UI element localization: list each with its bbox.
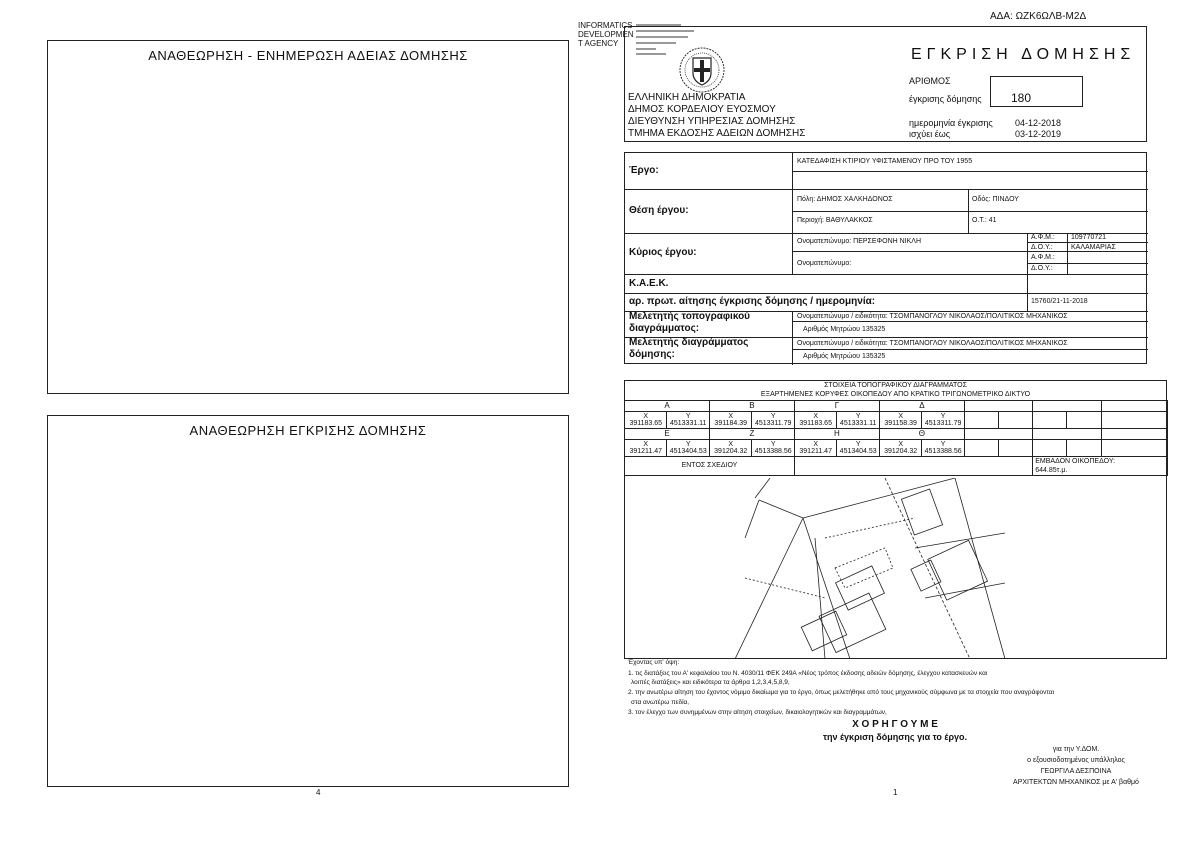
afm-label: Α.Φ.Μ.: [1031, 234, 1055, 241]
y-label: Υ [940, 412, 946, 420]
x-label: Χ [643, 412, 649, 420]
grant-subtitle: την έγκριση δόμησης για το έργο. [822, 732, 968, 742]
plan-registry: Αριθμός Μητρώου 135325 [803, 353, 886, 360]
coord-z-x: 391204.32 [714, 448, 748, 455]
valid-date: 03-12-2019 [1015, 129, 1062, 139]
coord-a-x: 391183.65 [629, 420, 663, 427]
document-title: ΕΓΚΡΙΣΗ ΔΟΜΗΣΗΣ [911, 46, 1136, 63]
application-label: αρ. πρωτ. αίτησης έγκρισης δόμησης / ημερομηνία: [629, 296, 876, 307]
watermark-line-2: DEVELOPMEN [578, 30, 634, 39]
org-line-4: ΤΜΗΜΑ ΕΚΔΟΣΗΣ ΑΔΕΙΩΝ ΔΟΜΗΣΗΣ [628, 128, 806, 139]
ada-code: ΑΔΑ: ΩΖΚ6ΩΛΒ-Μ2Δ [990, 11, 1087, 22]
signature-line-3: ΓΕΩΡΓΙΛΑ ΔΕΣΠΟΙΝΑ [1040, 768, 1112, 775]
plan-label: Μελετητής διαγράμματος δόμησης: [629, 337, 749, 360]
signature-line-2: ο εξουσιοδοτημένος υπάλληλος [1027, 757, 1125, 764]
number-box [990, 76, 1083, 107]
org-line-1: ΕΛΛΗΝΙΚΗ ΔΗΜΟΚΡΑΤΙΑ [628, 92, 746, 103]
doy-value: ΚΑΛΑΜΑΡΙΑΣ [1071, 244, 1116, 251]
project-label: Έργο: [629, 165, 659, 176]
doy-label: Δ.Ο.Υ.: [1031, 244, 1053, 251]
survey-registry: Αριθμός Μητρώου 135325 [803, 326, 886, 333]
kaek-label: Κ.Α.Ε.Κ. [629, 278, 669, 289]
approval-date: 04-12-2018 [1015, 118, 1062, 128]
project-value: ΚΑΤΕΔΑΦΙΣΗ ΚΤΙΡΙΟΥ ΥΦΙΣΤΑΜΕΝΟΥ ΠΡΟ ΤΟΥ 1955 [797, 158, 973, 165]
coord-d-y: 4513311.79 [924, 420, 962, 427]
y-label: Υ [855, 440, 861, 448]
doy-label-2: Δ.Ο.Υ.: [1031, 265, 1053, 272]
plan-zone: ΕΝΤΟΣ ΣΧΕΔΙΟΥ [625, 457, 795, 476]
city-value: Πόλη: ΔΗΜΟΣ ΧΑΛΚΗΔΟΝΟΣ [797, 196, 893, 203]
coord-e-x: 391211.47 [629, 448, 663, 455]
y-label: Υ [685, 412, 691, 420]
street-value: Οδός: ΠΙΝΔΟΥ [972, 196, 1019, 203]
location-label: Θέση έργου: [629, 205, 689, 216]
y-label: Υ [770, 412, 776, 420]
valid-label: ισχύει έως [909, 129, 951, 139]
details-table [624, 152, 1147, 364]
y-label: Υ [855, 412, 861, 420]
afm-value: 109770721 [1071, 234, 1107, 241]
number-label-1: ΑΡΙΘΜΟΣ [909, 76, 951, 86]
plan-engineer: Ονοματεπώνυμο / ειδικότητα: ΤΣΟΜΠΑΝΟΓΛΟΥ ΝΙΚΟΛΑΟΣ/ΠΟΛΙΤΙΚΟΣ ΜΗΧΑΝΙΚΟΣ [797, 340, 1068, 347]
x-label: Χ [813, 440, 819, 448]
greek-emblem-icon [677, 45, 727, 95]
coord-g-x: 391183.65 [799, 420, 832, 427]
vertex-z: Ζ [709, 429, 794, 440]
coord-h-y: 4513404.53 [839, 448, 877, 455]
clause-1b: λοιπές διατάξεις» και ειδικότερα τα άρθρα 1,2,3,4,5,8,9, [631, 679, 790, 686]
coordinates-table [624, 400, 1168, 476]
number-label-2: έγκρισης δόμησης [909, 94, 982, 104]
approval-header [624, 26, 1147, 142]
ot-value: Ο.Τ.: 41 [972, 217, 997, 224]
vertex-th: Θ [879, 429, 964, 440]
date-label: ημερομηνία έγκρισης [909, 118, 993, 128]
survey-label: Μελετητής τοπογραφικού διαγράμματος: [629, 311, 751, 334]
topographic-section [624, 380, 1167, 659]
application-value: 15760/21-11-2018 [1031, 298, 1088, 305]
y-label: Υ [940, 440, 946, 448]
coord-e-y: 4513404.53 [669, 448, 707, 455]
approval-number: 180 [1011, 91, 1032, 105]
clause-2b: στα ανωτέρω πεδία, [631, 699, 690, 706]
owner-2: Ονοματεπώνυμο: [797, 260, 852, 267]
org-line-2: ΔΗΜΟΣ ΚΟΡΔΕΛΙΟΥ ΕΥΟΣΜΟΥ [628, 104, 776, 115]
clause-1a: 1. τις διατάξεις του Α' κεφαλαίου του Ν. 4030/11 ΦΕΚ 249Α «Νέος τρόπος έκδοσης αδειών δόμησης, έλεγχου κατασκευών και [628, 670, 988, 677]
coord-b-x: 391184.39 [714, 420, 747, 427]
revision-approval-panel [47, 415, 569, 787]
owner-1: Ονοματεπώνυμο: ΠΕΡΣΕΦΟΝΗ ΝΙΚΛΗ [797, 238, 922, 245]
vertex-a: Α [625, 401, 710, 412]
survey-engineer: Ονοματεπώνυμο / ειδικότητα: ΤΣΟΜΠΑΝΟΓΛΟΥ ΝΙΚΟΛΑΟΣ/ΠΟΛΙΤΙΚΟΣ ΜΗΧΑΝΙΚΟΣ [797, 313, 1068, 320]
x-label: Χ [728, 412, 734, 420]
x-label: Χ [898, 440, 903, 448]
vertex-d: Δ [879, 401, 964, 412]
right-page-number: 1 [893, 788, 898, 797]
x-label: Χ [898, 412, 903, 420]
coord-b-y: 4513311.79 [754, 420, 792, 427]
vertex-b: Β [709, 401, 794, 412]
x-label: Χ [643, 440, 649, 448]
plot-area-label: ΕΜΒΑΔΟΝ ΟΙΚΟΠΕΔΟΥ: [1035, 458, 1116, 465]
having-seen: Έχοντας υπ' όψη: [628, 659, 680, 666]
revision-update-panel [47, 40, 569, 394]
watermark-line-1: INFORMATICS [578, 21, 633, 30]
coord-z-y: 4513388.56 [754, 448, 792, 455]
clause-3: 3. τον έλεγχο των συνημμένων στην αίτηση στοιχείων, δικαιολογητικών και διαγραμμάτων, [628, 709, 887, 716]
coord-th-x: 391204.32 [884, 448, 918, 455]
watermark-line-3: T AGENCY [578, 39, 619, 48]
coord-th-y: 4513388.56 [924, 448, 962, 455]
org-line-3: ΔΙΕΥΘΥΝΣΗ ΥΠΗΡΕΣΙΑΣ ΔΟΜΗΣΗΣ [628, 116, 796, 127]
coord-a-y: 4513331.11 [669, 420, 707, 427]
y-label: Υ [770, 440, 776, 448]
left-page-number: 4 [316, 788, 321, 797]
owner-label: Κύριος έργου: [629, 247, 697, 258]
signature-line-1: για την Υ.ΔΟΜ. [1052, 746, 1100, 753]
coord-g-y: 4513331.11 [839, 420, 877, 427]
coord-h-x: 391211.47 [799, 448, 832, 455]
vertex-h: Η [794, 429, 879, 440]
revision-approval-title: ΑΝΑΘΕΩΡΗΣΗ ΕΓΚΡΙΣΗΣ ΔΟΜΗΣΗΣ [189, 423, 427, 438]
topo-title-2: ΕΞΑΡΤΗΜΕΝΕΣ ΚΟΡΥΦΕΣ ΟΙΚΟΠΕΔΟΥ ΑΠΟ ΚΡΑΤΙΚΟ ΤΡΙΓΩΝΟΜΕΤΡΙΚΟ ΔΙΚΤΥΟ [760, 391, 1031, 398]
revision-update-title: ΑΝΑΘΕΩΡΗΣΗ - ΕΝΗΜΕΡΩΣΗ ΑΔΕΙΑΣ ΔΟΜΗΣΗΣ [148, 48, 468, 63]
x-label: Χ [813, 412, 819, 420]
grant-heading: Χ Ο Ρ Η Γ Ο Υ Μ Ε [852, 719, 938, 730]
x-label: Χ [728, 440, 734, 448]
vertex-g: Γ [794, 401, 879, 412]
coord-d-x: 391158.39 [884, 420, 917, 427]
site-plan-drawing [625, 478, 1168, 659]
area-value: Περιοχή: ΒΑΘΥΛΑΚΚΟΣ [797, 217, 873, 224]
afm-label-2: Α.Φ.Μ.: [1031, 254, 1055, 261]
vertex-e: Ε [625, 429, 710, 440]
y-label: Υ [685, 440, 691, 448]
plot-area-value: 644.85τ.μ. [1035, 467, 1068, 474]
clause-2a: 2. την ανωτέρω αίτηση του έχοντος νόμιμο δικαίωμα για το έργο, όπως μελετήθηκε από τους μηχανικούς σύμφωνα με τα στοιχεία που αναγράφονται [628, 689, 1055, 696]
signature-line-4: ΑΡΧΙΤΕΚΤΩΝ ΜΗΧΑΝΙΚΟΣ με Α' βαθμό [1013, 779, 1139, 786]
topo-title-1: ΣΤΟΙΧΕΙΑ ΤΟΠΟΓΡΑΦΙΚΟΥ ΔΙΑΓΡΑΜΜΑΤΟΣ [824, 382, 967, 389]
